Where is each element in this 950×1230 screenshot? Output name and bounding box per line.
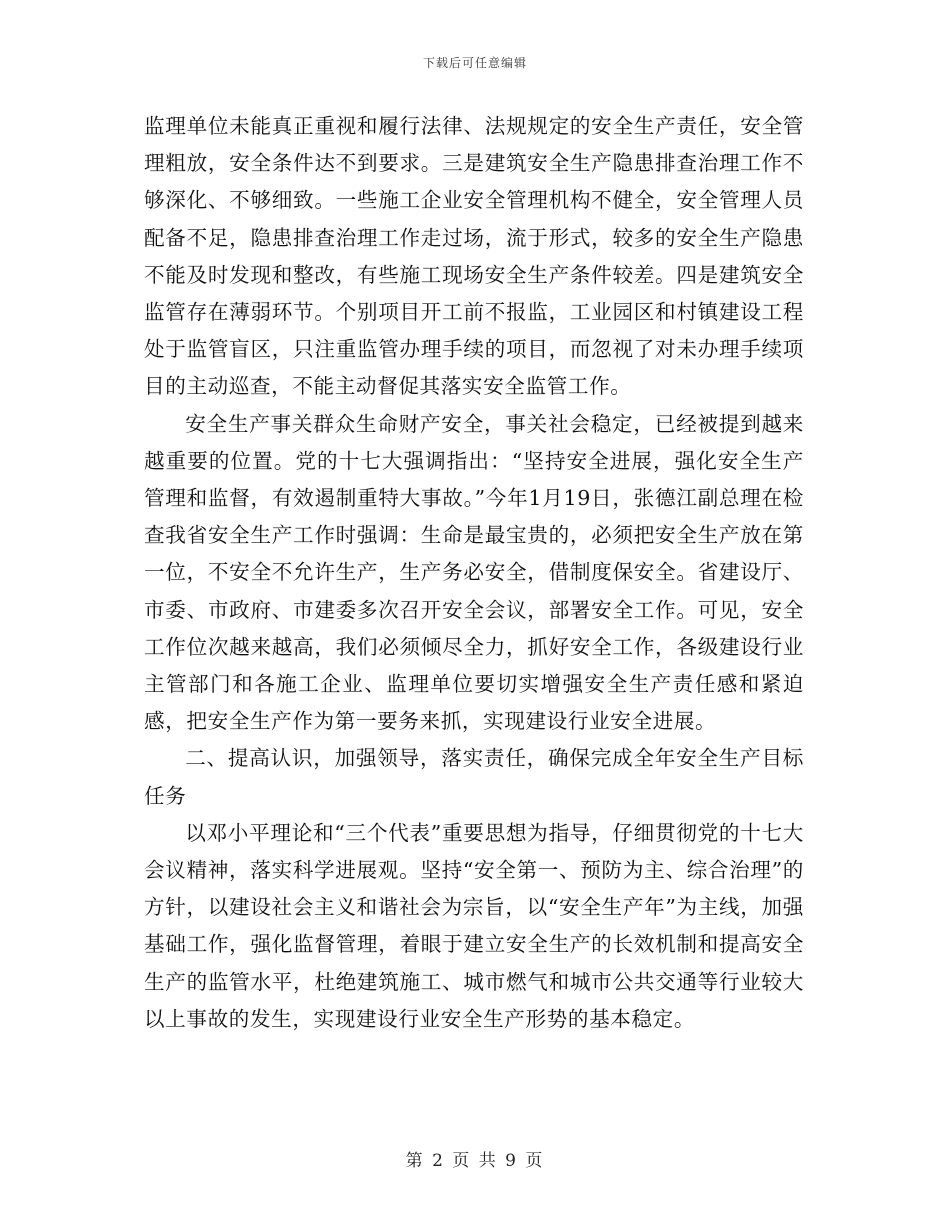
section-heading: 二、提高认识，加强领导，落实责任，确保完成全年安全生产目标任务 — [144, 746, 804, 808]
paragraph-supervision-issues: 监理单位未能真正重视和履行法律、法规规定的安全生产责任，安全管理粗放，安全条件达不到要求。三是建筑安全生产隐患排查治理工作不够深化、不够细致。一些施工企业安全管理机构不健全，安全管理人员配备不足，隐患排查治理工作走过场，流于形式，较多的安全生产隐患不能及时发现和整改，有些施工现场安全生产条件较差。四是建筑安全监管存在薄弱环节。个别项目开工前不报监，工业园区和村镇建设工程处于监管盲区，只注重监管办理手续的项目，而忽视了对未办理手续项目的主动巡查，不能主动督促其落实安全监管工作。 — [144, 114, 804, 399]
document-body — [144, 108, 804, 1038]
paragraph-safety-importance: 安全生产事关群众生命财产安全，事关社会稳定，已经被提到越来越重要的位置。党的十七大强调指出：“坚持安全进展，强化安全生产管理和监督，有效遏制重特大事故。”今年1月19日，张德江副总理在检查我省安全生产工作时强调：生命是最宝贵的，必须把安全生产放在第一位，不安全不允许生产，生产务必安全，借制度保安全。省建设厅、市委、市政府、市建委多次召开安全会议，部署安全工作。可见，安全工作位次越来越高，我们必须倾尽全力，抓好安全工作，各级建设行业主管部门和各施工企业、监理单位要切实增强安全生产责任感和紧迫感，把安全生产作为第一要务来抓，实现建设行业安全进展。 — [144, 411, 804, 734]
page-number: 第 2 页 共 9 页 — [405, 1151, 545, 1171]
paragraph-guiding-principles: 以邓小平理论和“三个代表”重要思想为指导，仔细贯彻党的十七大会议精神，落实科学进展观。坚持“安全第一、预防为主、综合治理”的方针，以建设社会主义和谐社会为宗旨，以“安全生产年”为主线，加强基础工作，强化监督管理，着眼于建立安全生产的长效机制和提高安全生产的监管水平，杜绝建筑施工、城市燃气和城市公共交通等行业较大以上事故的发生，实现建设行业安全生产形势的基本稳定。 — [144, 820, 804, 1031]
page-header: 下载后可任意编辑 — [422, 56, 527, 70]
